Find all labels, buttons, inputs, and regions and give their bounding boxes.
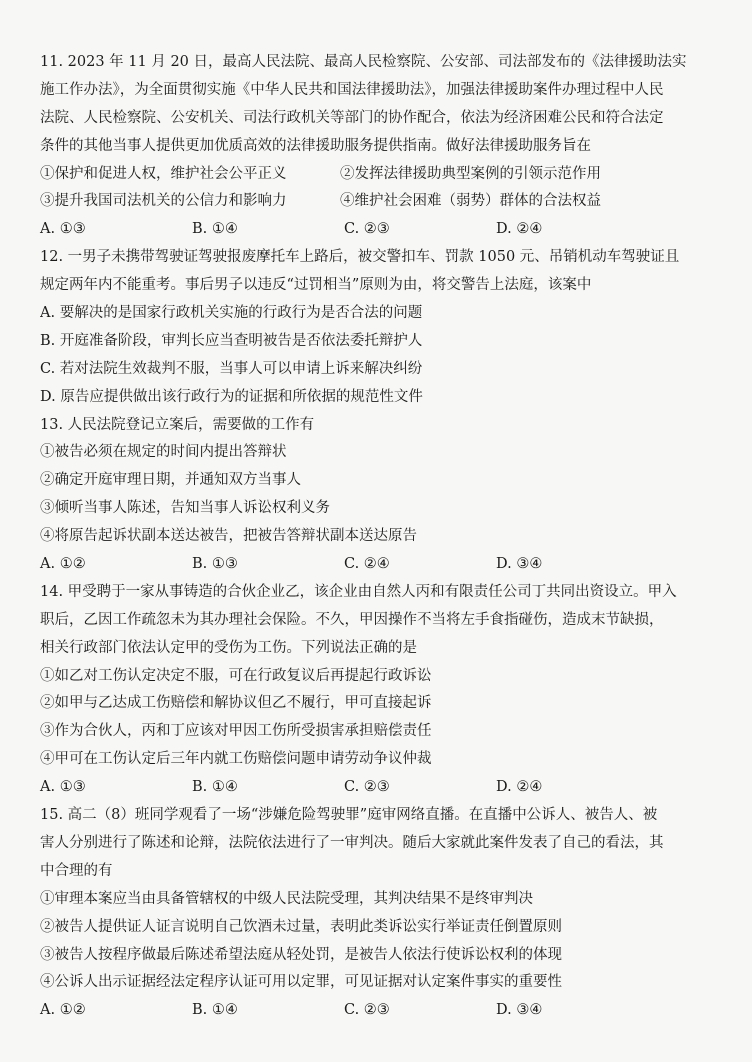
q13-item-1: ①被告必须在规定的时间内提出答辩状 xyxy=(40,444,287,461)
q15-line-1: 15. 高二（8）班同学观看了一场“涉嫌危险驾驶罪”庭审网络直播。在直播中公诉人、被告人、被 xyxy=(40,807,658,824)
q15-line-3: 中合理的有 xyxy=(40,862,113,879)
q11-option-c: C. ②③ xyxy=(344,221,390,238)
q15-item-4: ④公诉人出示证据经法定程序认证可用以定罪，可见证据对认定案件事实的重要性 xyxy=(40,974,562,991)
q15-option-c: C. ②③ xyxy=(344,1002,390,1019)
q12-option-b: B. 开庭准备阶段，审判长应当查明被告是否依法委托辩护人 xyxy=(40,332,423,349)
q15-option-a: A. ①② xyxy=(40,1002,86,1019)
q14-options xyxy=(40,775,720,799)
q11-option-d: D. ②④ xyxy=(496,221,543,238)
q11-item-3: ③提升我国司法机关的公信力和影响力 xyxy=(40,193,287,210)
q15-option-b: B. ①④ xyxy=(192,1002,238,1019)
q14-option-b: B. ①④ xyxy=(192,779,238,796)
q14-item-2: ②如甲与乙达成工伤赔偿和解协议但乙不履行，甲可直接起诉 xyxy=(40,695,432,712)
q13-option-a: A. ①② xyxy=(40,556,86,573)
q12-line-1: 12. 一男子未携带驾驶证驾驶报废摩托车上路后，被交警扣车、罚款 1050 元、吊销机动车驾驶证且 xyxy=(40,249,680,266)
q14-line-1: 14. 甲受聘于一家从事铸造的合伙企业乙，该企业由自然人丙和有限责任公司丁共同出资设立。甲入 xyxy=(40,583,677,600)
q11-item-4: ④维护社会困难（弱势）群体的合法权益 xyxy=(340,193,601,210)
q15-option-d: D. ③④ xyxy=(496,1002,543,1019)
q11-options xyxy=(40,217,720,241)
q11-line-2: 施工作办法》，为全面贯彻实施《中华人民共和国法律援助法》，加强法律援助案件办理过程中人民 xyxy=(40,81,664,98)
q14-line-2: 职后，乙因工作疏忽未为其办理社会保险。不久，甲因操作不当将左手食指碰伤，造成末节缺损， xyxy=(40,611,664,628)
q11-line-3: 法院、人民检察院、公安机关、司法行政机关等部门的协作配合，依法为经济困难公民和符合法定 xyxy=(40,109,664,126)
q11-items-row-2 xyxy=(40,189,720,213)
q15-options xyxy=(40,998,720,1022)
q14-item-3: ③作为合伙人，丙和丁应该对甲因工伤所受损害承担赔偿责任 xyxy=(40,723,432,740)
q13-option-b: B. ①③ xyxy=(192,556,238,573)
q12-option-a: A. 要解决的是国家行政机关实施的行政行为是否合法的问题 xyxy=(40,305,423,322)
exam-page xyxy=(40,50,720,1026)
q14-option-a: A. ①③ xyxy=(40,779,86,796)
q12-option-d: D. 原告应提供做出该行政行为的证据和所依据的规范性文件 xyxy=(40,388,423,405)
q11-line-1: 11. 2023 年 11 月 20 日，最高人民法院、最高人民检察院、公安部、司法部发布的《法律援助法实 xyxy=(40,54,687,70)
q11-items-row-1 xyxy=(40,162,720,186)
q13-line-1: 13. 人民法院登记立案后，需要做的工作有 xyxy=(40,416,315,433)
q13-options xyxy=(40,552,720,576)
q14-item-4: ④甲可在工伤认定后三年内就工伤赔偿问题申请劳动争议仲裁 xyxy=(40,751,432,768)
q15-line-2: 害人分别进行了陈述和论辩，法院依法进行了一审判决。随后大家就此案件发表了自己的看法，其 xyxy=(40,834,664,851)
q13-item-2: ②确定开庭审理日期，并通知双方当事人 xyxy=(40,472,301,489)
q11-line-4: 条件的其他当事人提供更加优质高效的法律援助服务提供指南。做好法律援助服务旨在 xyxy=(40,137,591,154)
q15-item-2: ②被告人提供证人证言说明自己饮酒未过量，表明此类诉讼实行举证责任倒置原则 xyxy=(40,918,562,935)
q13-option-c: C. ②④ xyxy=(344,556,390,573)
q11-option-a: A. ①③ xyxy=(40,221,86,238)
q12-line-2: 规定两年内不能重考。事后男子以违反“过罚相当”原则为由，将交警告上法庭，该案中 xyxy=(40,277,592,294)
q13-option-d: D. ③④ xyxy=(496,556,543,573)
q13-item-3: ③倾听当事人陈述，告知当事人诉讼权利义务 xyxy=(40,500,330,517)
q13-item-4: ④将原告起诉状副本送达被告，把被告答辩状副本送达原告 xyxy=(40,528,417,545)
q11-item-2: ②发挥法律援助典型案例的引领示范作用 xyxy=(340,165,601,182)
q15-item-3: ③被告人按程序做最后陈述希望法庭从轻处罚，是被告人依法行使诉讼权利的体现 xyxy=(40,946,562,963)
q14-option-c: C. ②③ xyxy=(344,779,390,796)
q15-item-1: ①审理本案应当由具备管辖权的中级人民法院受理，其判决结果不是终审判决 xyxy=(40,890,533,907)
q14-item-1: ①如乙对工伤认定决定不服，可在行政复议后再提起行政诉讼 xyxy=(40,667,432,684)
q14-option-d: D. ②④ xyxy=(496,779,543,796)
q11-item-1: ①保护和促进人权，维护社会公平正义 xyxy=(40,165,287,182)
q14-line-3: 相关行政部门依法认定甲的受伤为工伤。下列说法正确的是 xyxy=(40,639,417,656)
q11-option-b: B. ①④ xyxy=(192,221,238,238)
q12-option-c: C. 若对法院生效裁判不服，当事人可以申请上诉来解决纠纷 xyxy=(40,360,423,377)
